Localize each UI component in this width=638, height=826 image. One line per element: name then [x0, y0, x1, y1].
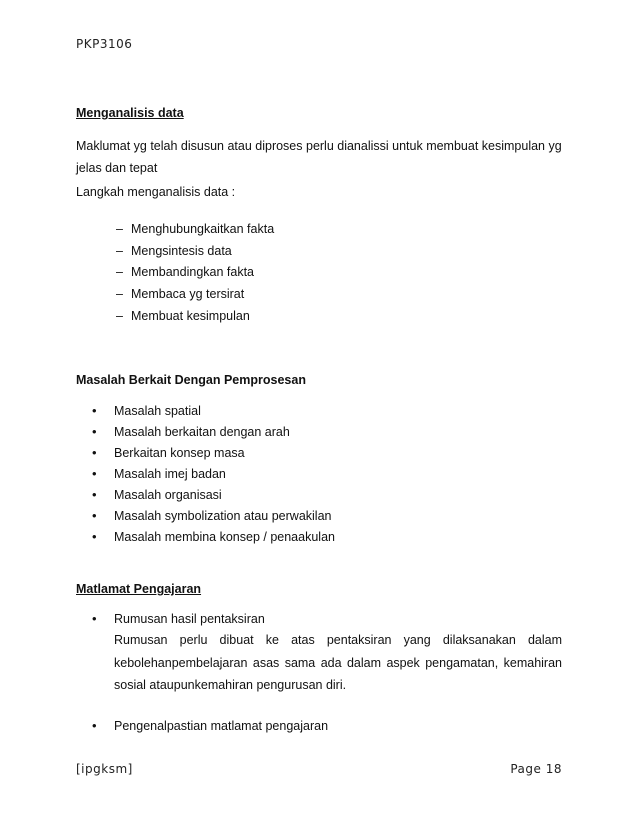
bullet-marker: • [92, 487, 97, 502]
problem-text: Masalah symbolization atau perwakilan [114, 509, 332, 523]
dash-marker: – [116, 244, 123, 258]
step-text: Mengsintesis data [131, 244, 232, 258]
step-text: Menghubungkaitkan fakta [131, 222, 275, 236]
step-text: Membaca yg tersirat [131, 287, 245, 301]
bullet-marker: • [92, 424, 97, 439]
section1-paragraph: Maklumat yg telah disusun atau diproses perlu dianalissi untuk membuat kesimpulan yg jelas dan tepat [76, 139, 562, 175]
page-number: Page 18 [510, 762, 562, 776]
step-text: Membandingkan fakta [131, 265, 254, 279]
problem-text: Berkaitan konsep masa [114, 446, 245, 460]
problem-text: Masalah spatial [114, 404, 201, 418]
bullet-marker: • [92, 611, 97, 626]
problem-text: Masalah imej badan [114, 467, 226, 481]
heading-menganalisis-data: Menganalisis data [76, 106, 184, 120]
dash-marker: – [116, 222, 123, 236]
goal-body: Rumusan perlu dibuat ke atas pentaksiran yang dilaksanakan dalam kebolehanpembelajaran asas sama ada dalam aspek pengamatan, kemahiran sosial ataupunkemahiran pengurusan diri. [114, 633, 562, 692]
heading-matlamat-pengajaran: Matlamat Pengajaran [76, 582, 202, 596]
problem-text: Masalah membina konsep / penaakulan [114, 530, 335, 544]
bullet-marker: • [92, 529, 97, 544]
dash-marker: – [116, 265, 123, 279]
heading-masalah-pemprosesan: Masalah Berkait Dengan Pemprosesan [76, 373, 306, 387]
bullet-marker: • [92, 466, 97, 481]
bullet-marker: • [92, 403, 97, 418]
goal-title: Rumusan hasil pentaksiran [114, 612, 265, 626]
steps-intro: Langkah menganalisis data : [76, 185, 236, 199]
header-code: PKP3106 [76, 37, 133, 51]
goal-title: Pengenalpastian matlamat pengajaran [114, 719, 329, 733]
bullet-marker: • [92, 718, 97, 733]
bullet-marker: • [92, 508, 97, 523]
problem-text: Masalah organisasi [114, 488, 222, 502]
footer-left: [ipgksm] [76, 762, 133, 776]
problem-text: Masalah berkaitan dengan arah [114, 425, 290, 439]
dash-marker: – [116, 287, 123, 301]
step-text: Membuat kesimpulan [131, 309, 250, 323]
dash-marker: – [116, 309, 123, 323]
bullet-marker: • [92, 445, 97, 460]
